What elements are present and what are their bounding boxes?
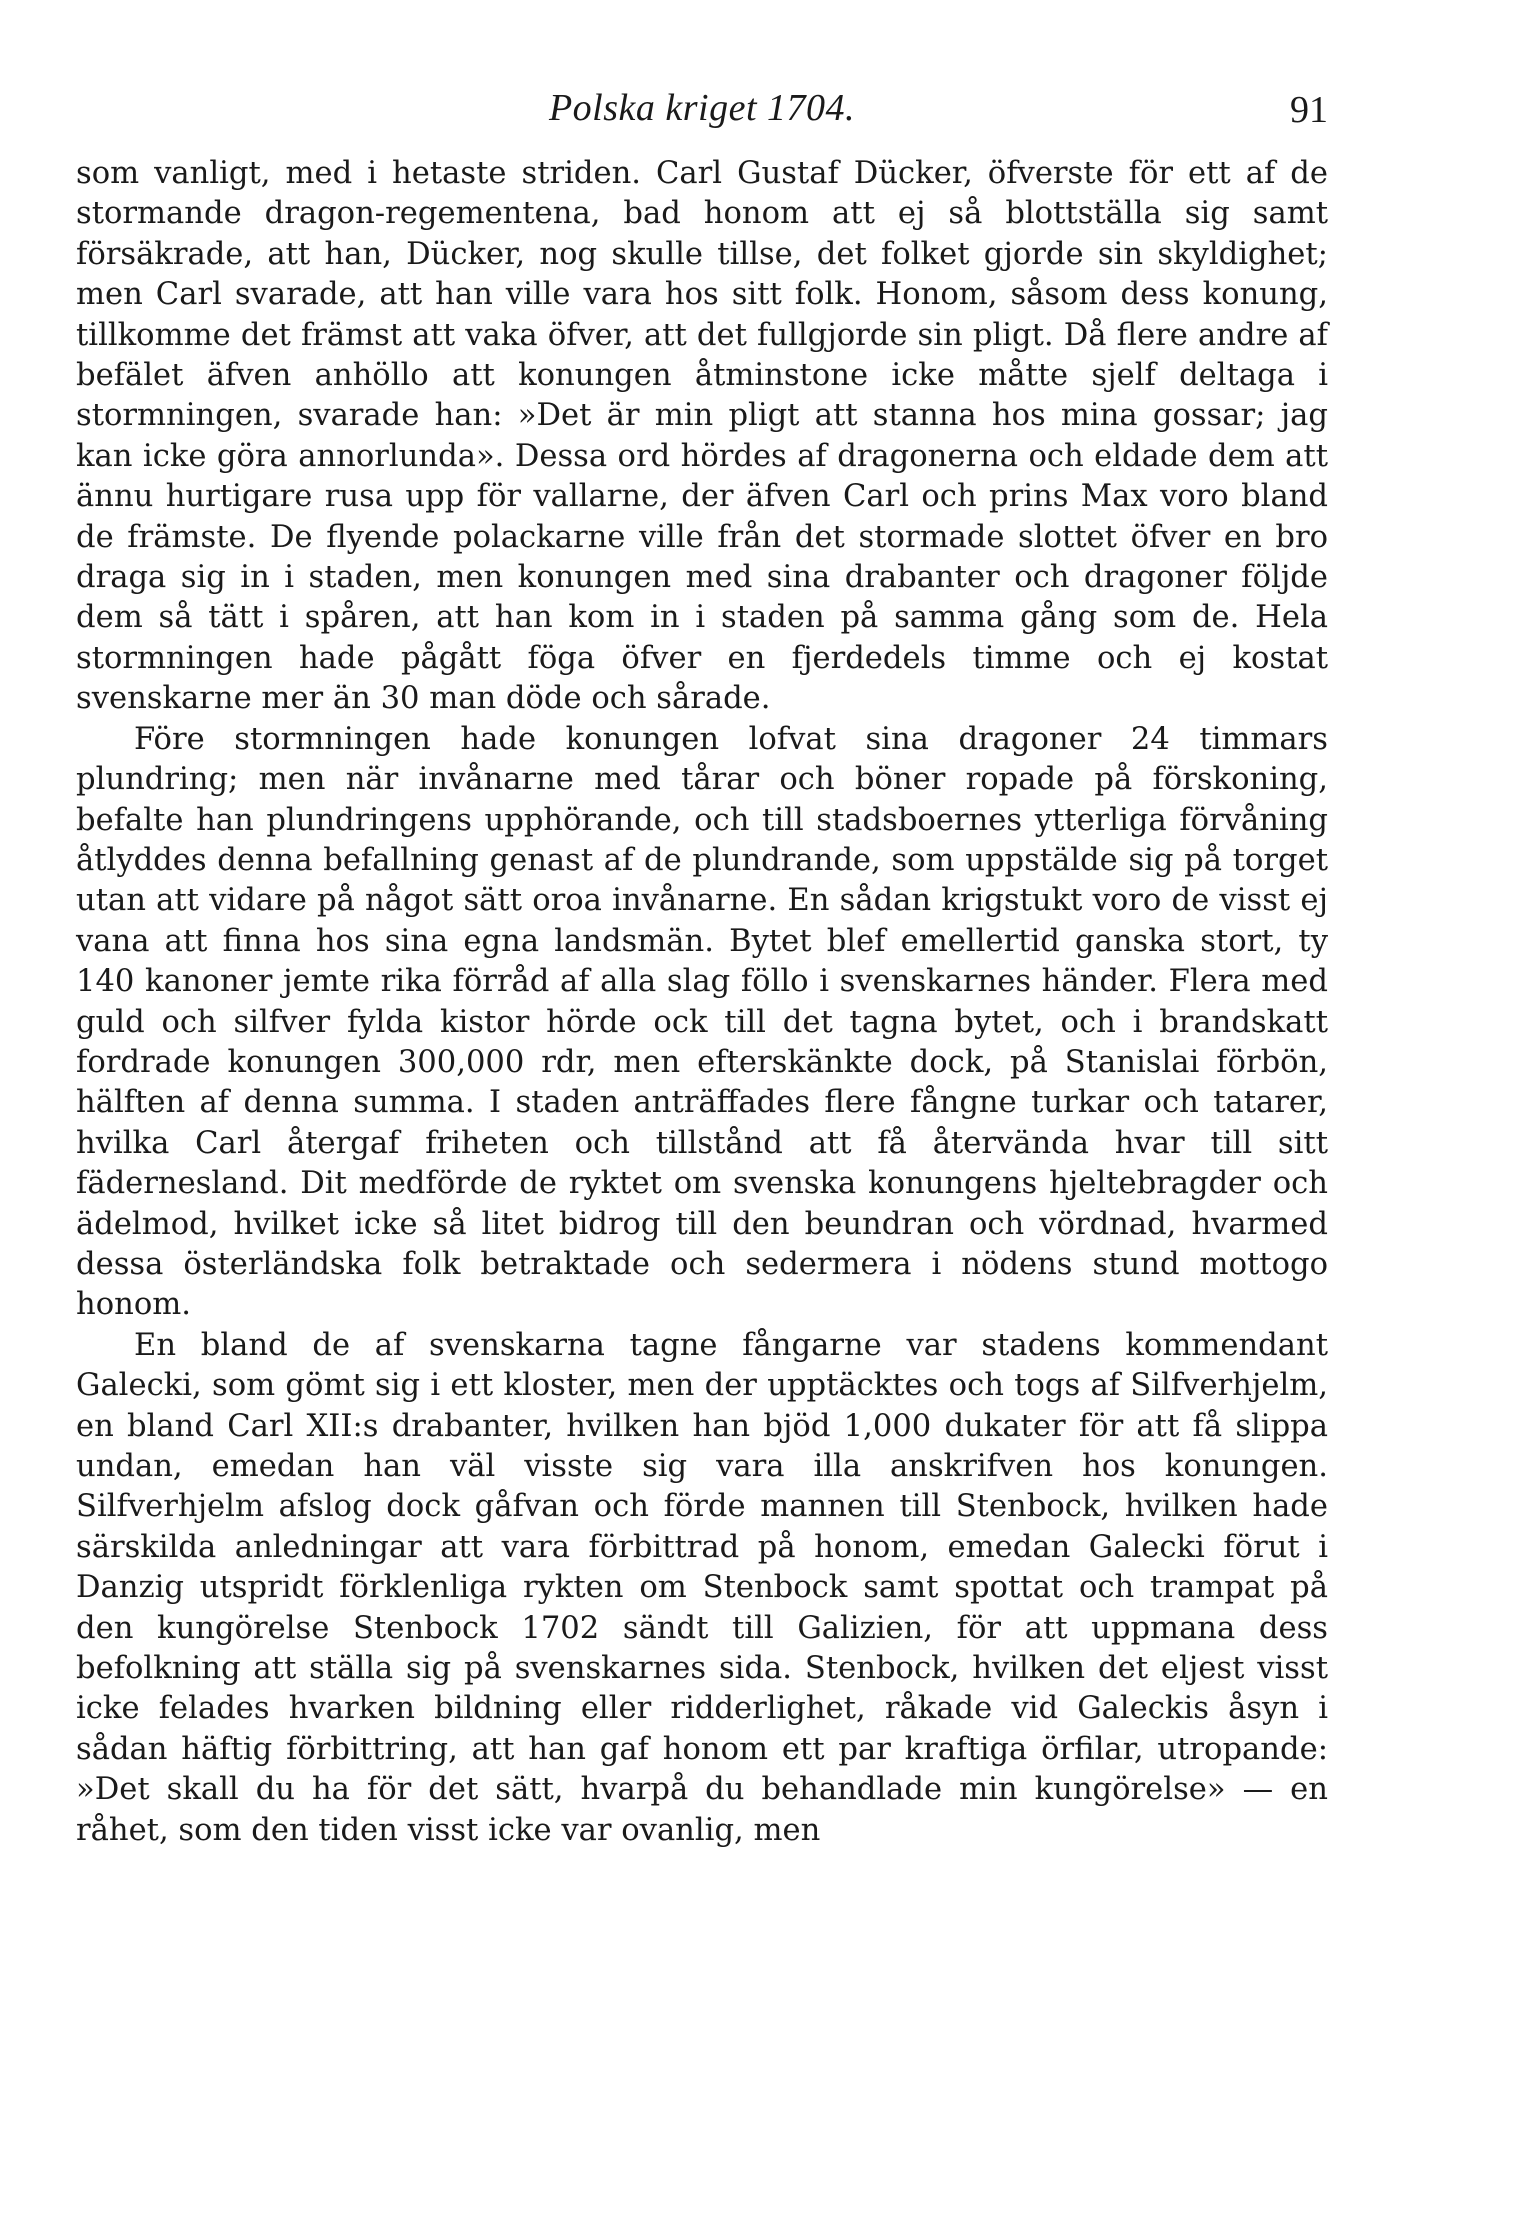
body-text bbox=[76, 154, 1328, 1851]
paragraph-1: som vanligt, med i hetaste striden. Carl Gustaf Dücker, öfverste för ett af de stormande dragon-regementena, bad honom att ej så blottställa sig samt försäkrade, att han, Dücker, nog skulle tillse, det folket gjorde sin skyldighet; men Carl svarade, att han ville vara hos sitt folk. Honom, såsom dess konung, tillkomme det främst att vaka öfver, att det fullgjorde sin pligt. Då flere andre af befälet äfven anhöllo att konungen åtminstone icke måtte sjelf deltaga i stormningen, svarade han: »Det är min pligt att stanna hos mina gossar; jag kan icke göra annorlunda». Dessa ord hördes af dragonerna och eldade dem att ännu hurtigare rusa upp för vallarne, der äfven Carl och prins Max voro bland de främste. De flyende polackarne ville från det stormade slottet öfver en bro draga sig in i staden, men konungen med sina drabanter och dragoner följde dem så tätt i spåren, att han kom in i staden på samma gång som de. Hela stormningen hade pågått föga öfver en fjerdedels timme och ej kostat svenskarne mer än 30 man döde och sårade. bbox=[76, 156, 1328, 717]
book-page bbox=[76, 86, 1328, 1851]
paragraph-2: Före stormningen hade konungen lofvat sina dragoner 24 timmars plundring; men när invånarne med tårar och böner ropade på förskoning, befalte han plundringens upphörande, och till stadsboernes ytterliga förvåning åtlyddes denna befallning genast af de plundrande, som uppstälde sig på torget utan att vidare på något sätt oroa invånarne. En sådan krigstukt voro de visst ej vana att finna hos sina egna landsmän. Bytet blef emellertid ganska stort, ty 140 kanoner jemte rika förråd af alla slag föllo i svenskarnes händer. Flera med guld och silfver fylda kistor hörde ock till det tagna bytet, och i brandskatt fordrade konungen 300,000 rdr, men efterskänkte dock, på Stanislai förbön, hälften af denna summa. I staden anträffades flere fångne turkar och tatarer, hvilka Carl återgaf friheten och tillstånd att få återvända hvar till sitt fädernesland. Dit medförde de ryktet om svenska konungens hjeltebragder och ädelmod, hvilket icke så litet bidrog till den beundran och vördnad, hvarmed dessa österländska folk betraktade och sedermera i nödens stund mottogo honom. bbox=[76, 721, 1328, 1323]
paragraph-3: En bland de af svenskarna tagne fångarne var stadens kommendant Galecki, som gömt sig i ett kloster, men der upptäcktes och togs af Silfverhjelm, en bland Carl XII:s drabanter, hvilken han bjöd 1,000 dukater för att få slippa undan, emedan han väl visste sig vara illa anskrifven hos konungen. Silfverhjelm afslog dock gåfvan och förde mannen till Stenbock, hvilken hade särskilda anledningar att vara förbittrad på honom, emedan Galecki förut i Danzig utspridt förklenliga rykten om Stenbock samt spottat och trampat på den kungörelse Stenbock 1702 sändt till Galizien, för att uppmana dess befolkning att ställa sig på svenskarnes sida. Stenbock, hvilken det eljest visst icke felades hvarken bildning eller ridderlighet, råkade vid Galeckis åsyn i sådan häftig förbittring, att han gaf honom ett par kraftiga örfilar, utropande: »Det skall du ha för det sätt, hvarpå du behandlade min kungörelse» — en råhet, som den tiden visst icke var ovanlig, men bbox=[76, 1327, 1328, 1848]
running-head bbox=[76, 86, 1328, 146]
page-number: 91 bbox=[1290, 89, 1328, 131]
running-title: Polska kriget 1704. bbox=[548, 87, 856, 129]
